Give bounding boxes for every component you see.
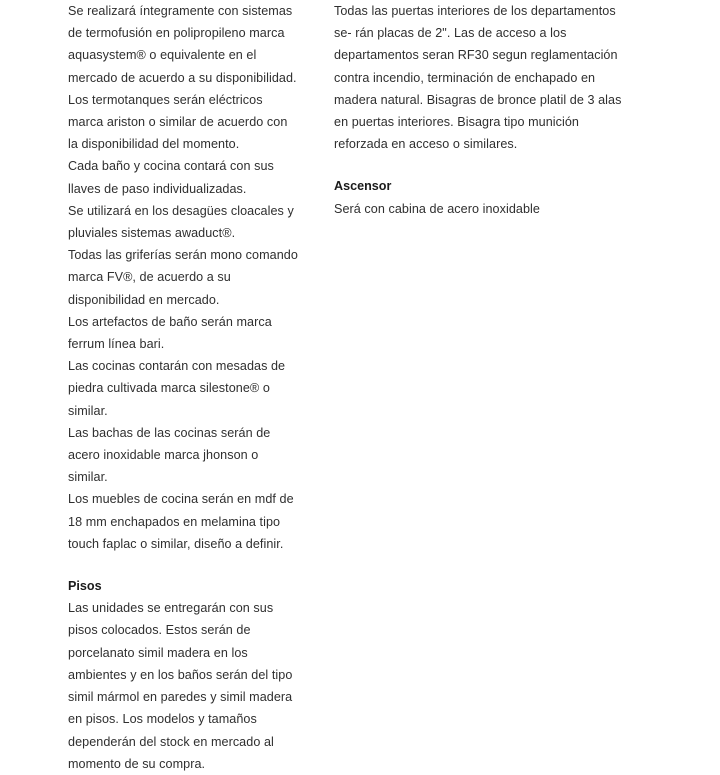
right-text-column bbox=[326, 0, 626, 220]
para-puertas-interiores: Todas las puertas interiores de los departamentos se- rán placas de 2". Las de acceso a los departamentos seran RF30 segun reglamentación contra incendio, terminación de enchapado en madera natural. Bisagras de bronce platil de 3 alas en puertas interiores. Bisagra tipo munición reforzada en acceso o similares. bbox=[334, 4, 622, 152]
heading-pisos: Pisos bbox=[68, 579, 102, 594]
para-griferias: Todas las griferías serán mono comando marca FV®, de acuerdo a su disponibilidad en mercado. bbox=[68, 248, 298, 307]
section-spacer bbox=[68, 555, 300, 575]
para-termofusion: Se realizará íntegramente con sistemas de termofusión en polipropileno marca aquasystem® o equivalente en el mercado de acuerdo a su disponibilidad. bbox=[68, 4, 297, 85]
para-artefactos-bano: Los artefactos de baño serán marca ferrum línea bari. bbox=[68, 314, 272, 352]
para-cocinas-mesadas: Las cocinas contarán con mesadas de piedra cultivada marca silestone® o similar. bbox=[68, 359, 286, 418]
heading-ascensor: Ascensor bbox=[334, 179, 392, 194]
para-pisos: Las unidades se entregarán con sus pisos colocados. Estos serán de porcelanato simil madera en los ambientes y en los baños serán del tipo simil mármol en paredes y simil madera en pisos. Los modelos y tamaños dependerán del stock en mercado al momento de su compra. bbox=[68, 601, 293, 771]
para-bachas: Las bachas de las cocinas serán de acero inoxidable marca jhonson o similar. bbox=[68, 425, 271, 485]
para-llaves-de-paso: Cada baño y cocina contará con sus llaves de paso individualizadas. bbox=[68, 159, 274, 196]
para-ascensor: Será con cabina de acero inoxidable bbox=[334, 201, 540, 216]
section-spacer bbox=[334, 155, 626, 175]
para-desagues: Se utilizará en los desagües cloacales y pluviales sistemas awaduct®. bbox=[68, 203, 294, 241]
para-muebles-cocina: Los muebles de cocina serán en mdf de 18 mm enchapados en melamina tipo touch faplac o similar, diseño a definir. bbox=[68, 492, 294, 551]
para-termotanques: Los termotanques serán eléctricos marca ariston o similar de acuerdo con la disponibilidad del momento. bbox=[68, 92, 288, 152]
left-text-column bbox=[0, 0, 300, 775]
